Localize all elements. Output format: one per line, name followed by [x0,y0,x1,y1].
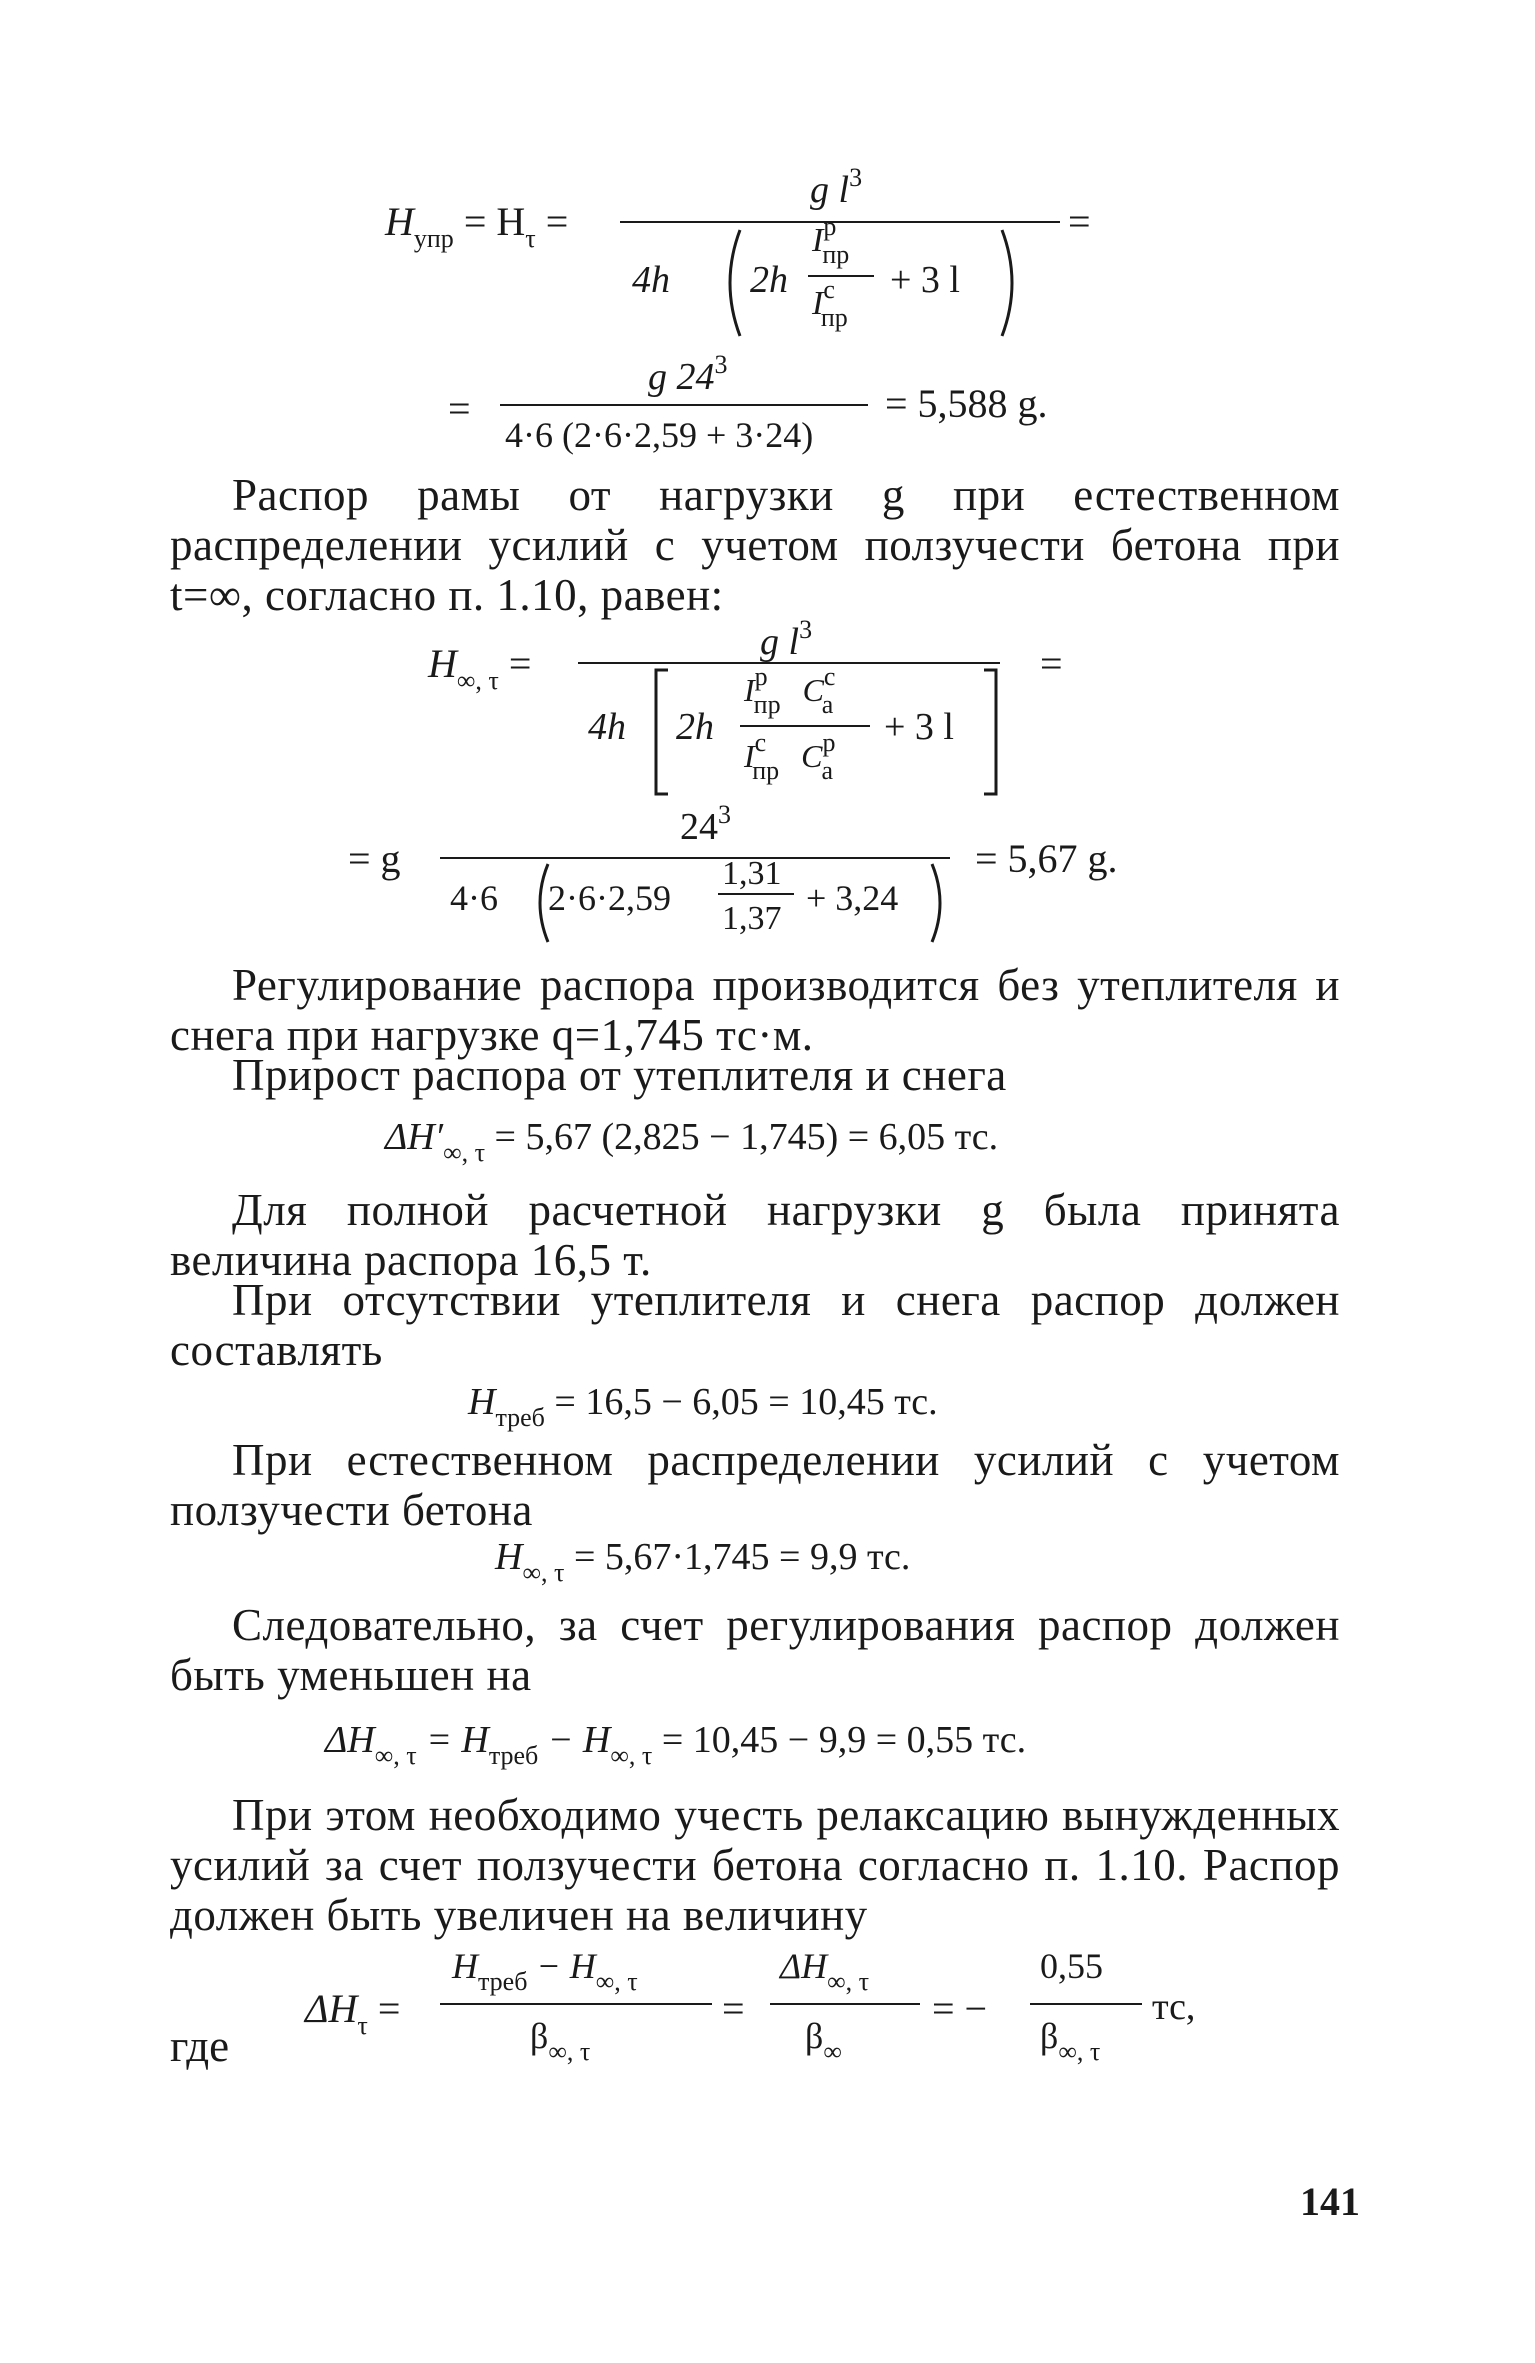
inner-num: $I^р_{пр}$ $C^с_а$ [744,662,836,719]
frac2-bar [770,2003,920,2005]
inner-den: $I^с_{пр}$ [812,275,848,332]
lead-equals: = [448,386,471,431]
right-paren [996,228,1026,338]
eq2-num: g $24^3$ [648,350,728,398]
formula-lhs: $H_{упр} = H_\tau$ = [385,199,569,253]
frac2-num: $\Delta H_{\infty, \tau}$ [780,1946,870,1996]
paragraph-6: При естественном распределении усилий с учетом ползучести бетона [170,1435,1340,1535]
frac3-num: 0,55 [1040,1946,1103,1986]
paragraph-1: Распор рамы от нагрузки g при естественном распределении усилий с учетом ползучести бетона при t=∞, согласно п. 1.10, равен: [170,470,1340,620]
left-bracket [650,668,672,796]
fraction-bar [578,662,1000,664]
page-number: 141 [1300,2179,1360,2224]
eq2-result: = 5,588 g. [885,381,1048,426]
fraction-bar [500,404,868,406]
paragraph-5: При отсутствии утеплителя и снега распор должен составлять [170,1275,1340,1375]
paragraph-8: При этом необходимо учесть релаксацию вынужденных усилий за счет ползучести бетона согласно п. 1.10. Распор должен быть увеличен на величину [170,1790,1340,1940]
paragraph-2: Регулирование распора производится без утеплителя и снега при нагрузке q=1,745 тс·м. [170,960,1340,1060]
formula-numerator: g $l^3$ [810,163,863,211]
inner-bar [740,725,870,727]
paragraph-4: Для полной расчетной нагрузки g была принята величина распора 16,5 т. [170,1185,1340,1285]
den-4h: 4h [632,259,670,301]
eq4-result: = 5,67 g. [975,836,1118,881]
formula-numerator: g $l^3$ [760,615,813,663]
frac3-bar [1030,2003,1142,2005]
frac1-bar [440,2003,712,2005]
eq2-den: 4·6 (2·6·2,59 + 3·24) [505,415,814,455]
equals-2: = [722,1986,745,2031]
frac3-den: $\beta_{\infty, \tau}$ [1040,2016,1101,2066]
formula-h-inf-simple: $H_{\infty, \tau} = 5,67\cdot 1,745 = 9,9$ тс. [495,1536,911,1587]
den-4h: 4h [588,706,626,748]
frac2-den: $\beta_\infty$ [805,2016,842,2066]
trailing-equals: = [1068,199,1091,244]
unit-tc: тс, [1152,1986,1196,2028]
equals-minus: = − [932,1986,988,2031]
formula-lhs: $H_{\infty, \tau}$ = [428,641,532,695]
right-bracket [980,668,1002,796]
paragraph-3: Прирост распора от утеплителя и снега [232,1050,1007,1100]
formula-delta-h-prime: $\Delta H'_{\infty, \tau} = 5,67$ (2,825 − 1,745) = 6,05 тс. [385,1116,999,1167]
left-paren [716,228,746,338]
formula-h-treb: $H_{треб} = 16,5 - 6,05 = 10,45$ тс. [468,1381,938,1432]
paragraph-7: Следовательно, за счет регулирования распор должен быть уменьшен на [170,1600,1340,1700]
right-paren [928,862,952,944]
small-frac-bar [718,893,794,895]
small-frac-num: 1,31 [722,855,782,892]
frac1-num: $H_{треб} - H_{\infty, \tau}$ [452,1946,638,1996]
den-c: + 3,24 [806,878,899,918]
eq4-num: $24^3$ [680,800,731,848]
word-gde: где [170,2021,230,2071]
inner-num: $I^р_{пр}$ [812,212,850,269]
frac1-den: $\beta_{\infty, \tau}$ [530,2016,591,2066]
fraction-bar [440,857,950,859]
trailing-equals: = [1040,641,1063,686]
formula-delta-h: $\Delta H_{\infty, \tau} = H_{треб} - H_{\infty, \tau} = 10,45 - 9,9 = 0,55$ тс. [325,1719,1027,1770]
small-frac-den: 1,37 [722,900,782,937]
den-a: 4·6 [450,878,498,918]
lhs: $\Delta H_\tau$ = [305,1986,401,2040]
den-2h: 2h [676,706,714,748]
lead-g: = g [348,836,401,881]
plus-3l: + 3 l [890,259,960,301]
den-2h: 2h [750,259,788,301]
inner-den: $I^с_{пр}$ $C^р_а$ [744,728,836,785]
den-b: 2·6·2,59 [548,878,671,918]
inner-bar [808,275,874,277]
plus-3l: + 3 l [884,706,954,748]
